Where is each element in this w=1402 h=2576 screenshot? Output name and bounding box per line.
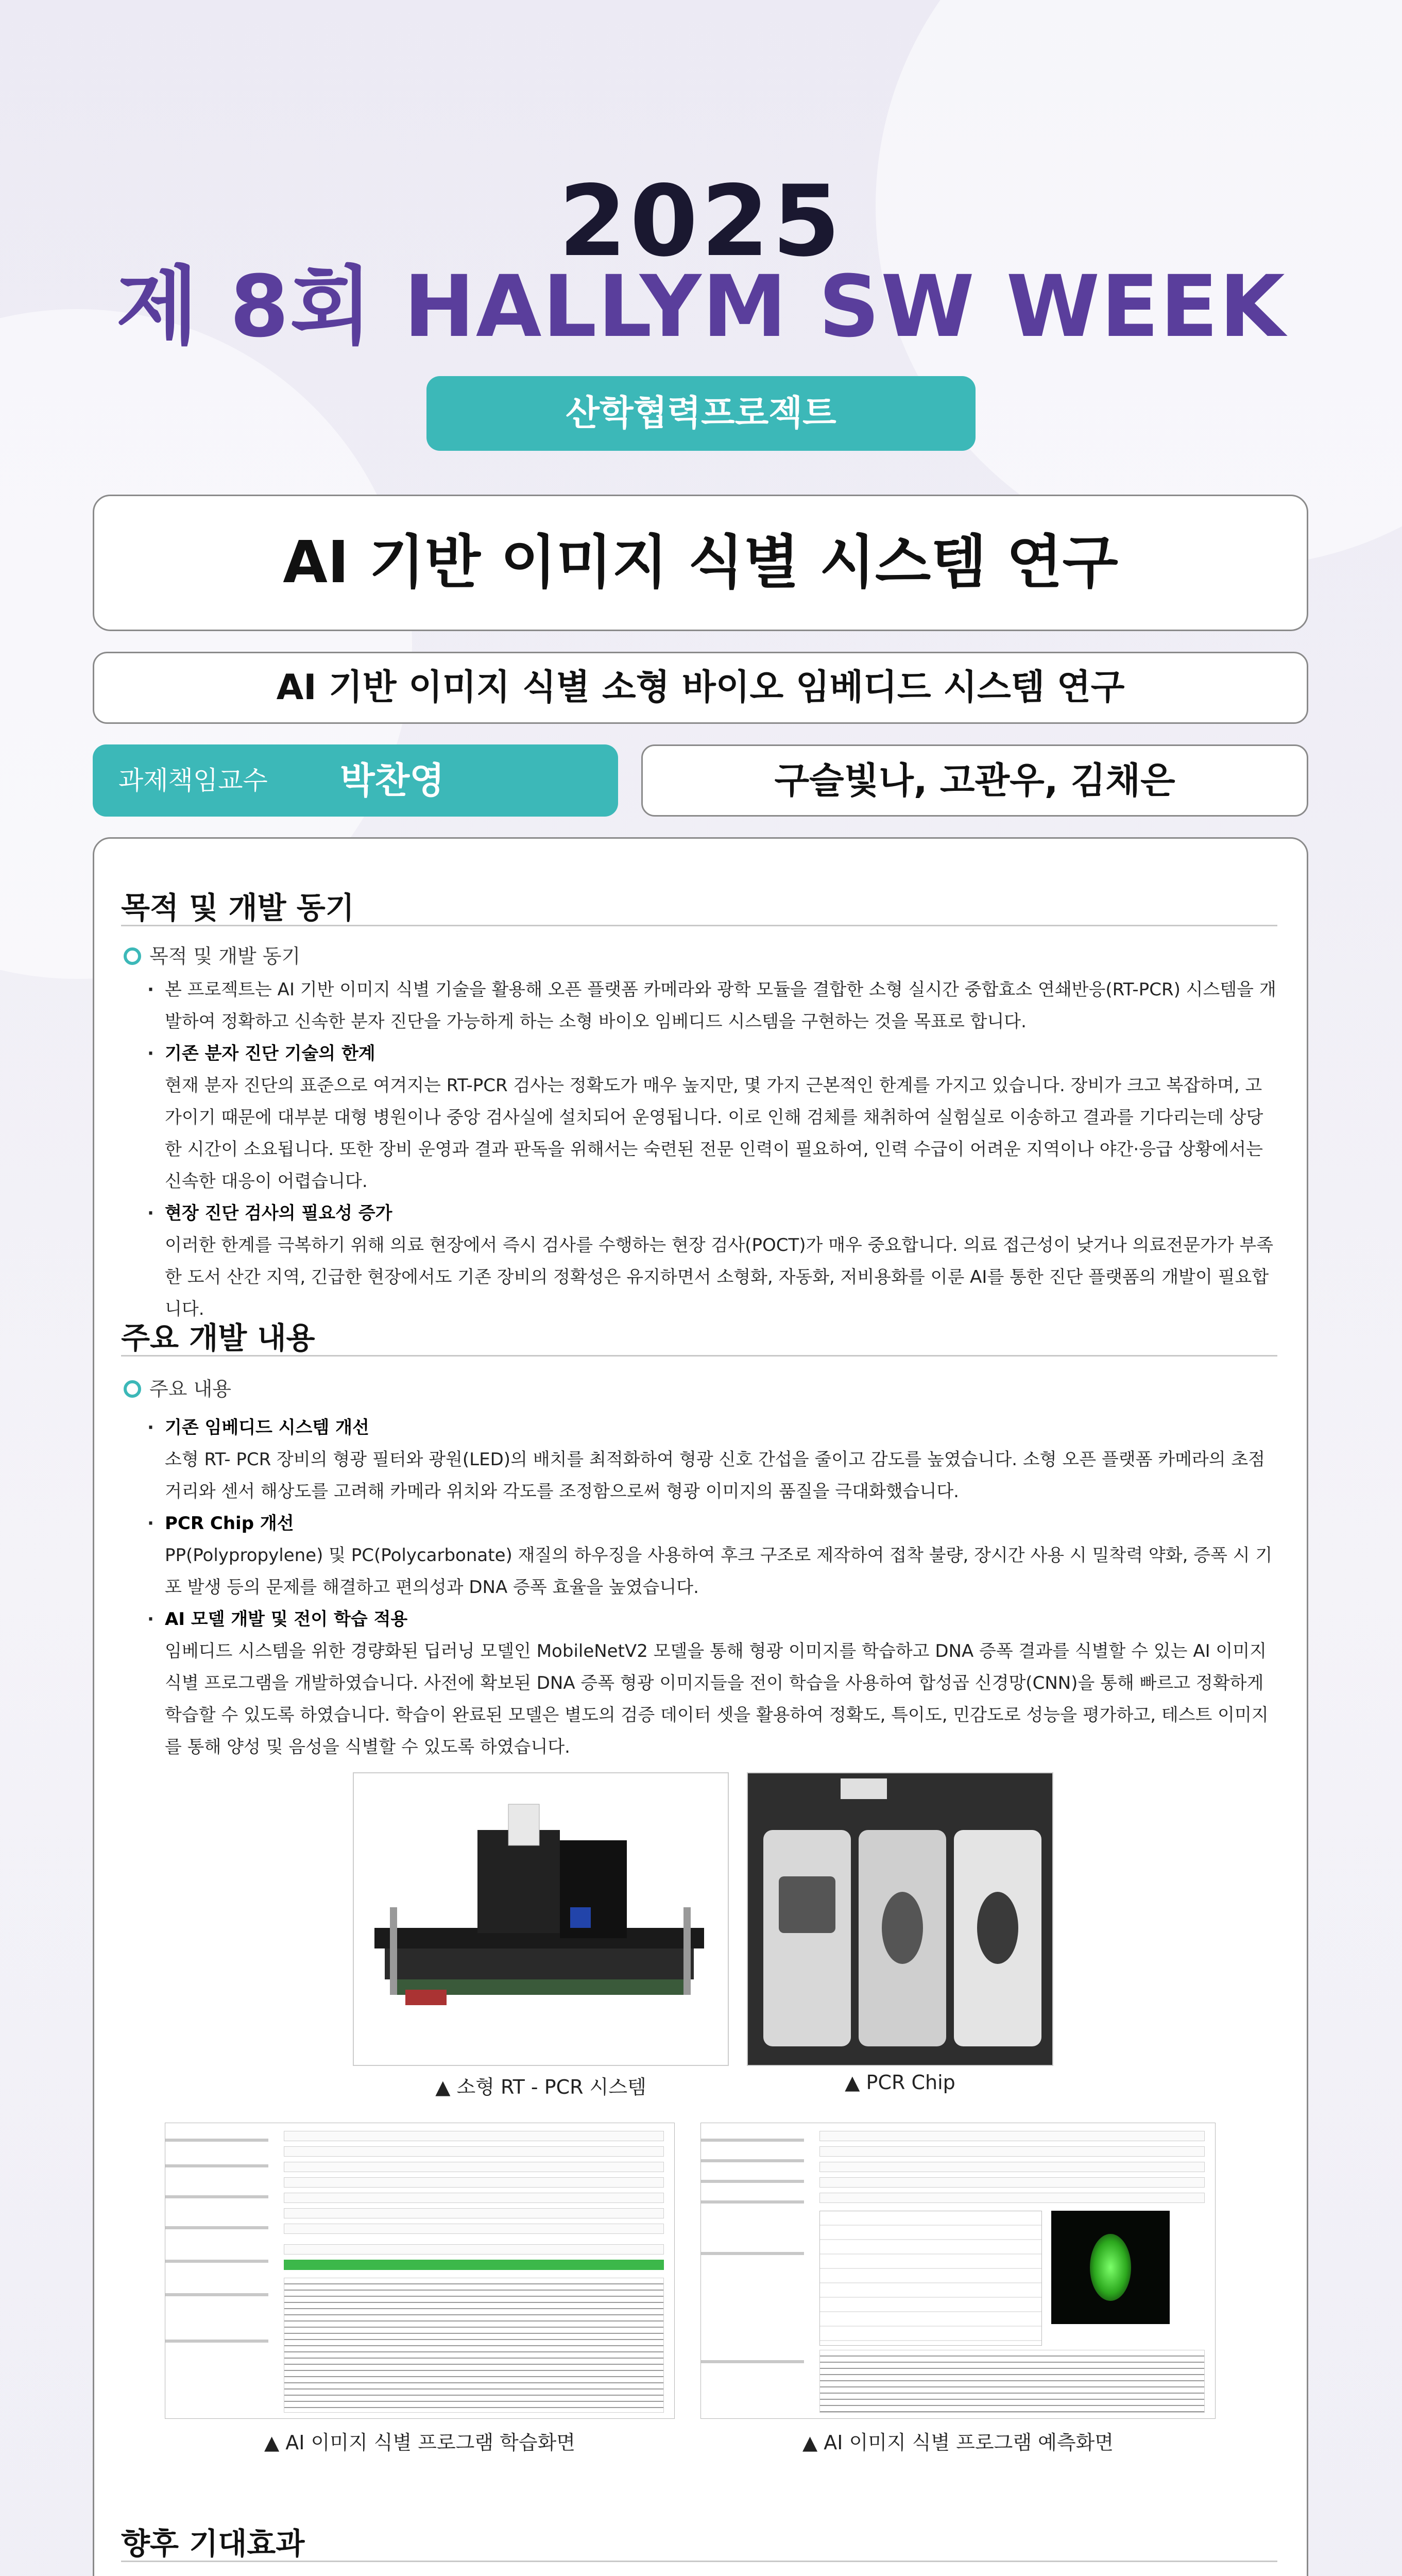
list-item: · AI 모델 개발 및 전이 학습 적용 임베디드 시스템을 위한 경량화된 딥러닝 모델인 MobileNetV2 모델을 통해 형광 이미지를 학습하고 DNA 증폭 결과를 식별할 수 있는 AI 이미지 식별 프로그램을 개발하였습니다. 사전에 확보된 DNA 증폭 형광 이미지들을 전이 학습을 사용하여 합성곱 신경망(CNN)을 통해 빠르고 정확하게 학습할 수 있도록 하였습니다. 학습이 완료된 모델은 별도의 검증 데이터 셋을 활용하여 정확도, 특이도, 민감도로 성능을 평가하고, 테스트 이미지를 통해 양성 및 음성을 식별할 수 있도록 하였습니다.: [144, 1603, 1277, 1763]
rt-pcr-device-photo: [353, 1772, 729, 2066]
section-heading-outcome: 향후 기대효과: [121, 2526, 305, 2561]
development-list: [144, 1412, 1277, 1763]
section-divider: [121, 1355, 1277, 1357]
prediction-screen-image: [700, 2123, 1216, 2419]
team-members: 구슬빛나, 고관우, 김채은: [641, 744, 1308, 817]
device-caption: ▲ 소형 RT - PCR 시스템: [435, 2076, 646, 2098]
section-subheading: 목적 및 개발 동기: [124, 940, 300, 969]
project-title: AI 기반 이미지 식별 시스템 연구: [93, 495, 1308, 631]
event-year: 2025: [558, 164, 844, 278]
prediction-caption: ▲ AI 이미지 식별 프로그램 예측화면: [802, 2431, 1114, 2454]
section-heading-motivation: 목적 및 개발 동기: [121, 890, 354, 925]
list-item: · 현장 진단 검사의 필요성 증가 이러한 한계를 극복하기 위해 의료 현장에서 즉시 검사를 수행하는 현장 검사(POCT)가 매우 중요합니다. 의료 접근성이 낮거나 의료전문가가 부족한 도서 산간 지역, 긴급한 현장에서도 기존 장비의 정확성은 유지하면서 소형화, 자동화, 저비용화를 이룬 AI를 통한 진단 플랫폼의 개발이 필요합니다.: [144, 1197, 1277, 1325]
training-caption: ▲ AI 이미지 식별 프로그램 학습화면: [264, 2431, 576, 2454]
list-item: · 기존 임베디드 시스템 개선 소형 RT- PCR 장비의 형광 필터와 광원(LED)의 배치를 최적화하여 형광 신호 간섭을 줄이고 감도를 높였습니다. 소형 오픈 플랫폼 카메라의 초점 거리와 센서 해상도를 고려해 카메라 위치와 각도를 조정함으로써 형광 이미지의 품질을 극대화했습니다.: [144, 1412, 1277, 1507]
professor-label: 과제책임교수: [118, 766, 268, 795]
section-divider: [121, 925, 1277, 926]
bullet-ring-icon: [124, 1380, 141, 1398]
list-item: · 기존 분자 진단 기술의 한계 현재 분자 진단의 표준으로 여겨지는 RT-PCR 검사는 정확도가 매우 높지만, 몇 가지 근본적인 한계를 가지고 있습니다. 장비가 크고 복잡하며, 고가이기 때문에 대부분 대형 병원이나 중앙 검사실에 설치되어 운영됩니다. 이로 인해 검체를 채취하여 실험실로 이송하고 결과를 기다리는데 상당한 시간이 소요됩니다. 또한 장비 운영과 결과 판독을 위해서는 숙련된 전문 인력이 필요하여, 인력 수급이 어려운 지역이나 야간·응급 상황에서는 신속한 대응이 어렵습니다.: [144, 1038, 1277, 1197]
professor-box: [93, 744, 618, 817]
event-title: 제 8회 HALLYM SW WEEK: [116, 257, 1286, 356]
section-divider: [121, 2561, 1277, 2562]
training-screen-image: [165, 2123, 675, 2419]
section-heading-development: 주요 개발 내용: [121, 1320, 315, 1355]
professor-name: 박찬영: [340, 759, 444, 802]
category-badge: 산학협력프로젝트: [426, 376, 976, 451]
list-item: · PCR Chip 개선 PP(Polypropylene) 및 PC(Polycarbonate) 재질의 하우징을 사용하여 후크 구조로 제작하여 접착 불량, 장시간 사용 시 밀착력 약화, 증폭 시 기포 발생 등의 문제를 해결하고 편의성과 DNA 증폭 효율을 높였습니다.: [144, 1507, 1277, 1603]
section-subheading: 주요 내용: [124, 1373, 231, 1401]
bullet-ring-icon: [124, 947, 141, 965]
project-subtitle: AI 기반 이미지 식별 소형 바이오 임베디드 시스템 연구: [93, 652, 1308, 724]
list-item: · 본 프로젝트는 AI 기반 이미지 식별 기술을 활용해 오픈 플랫폼 카메라와 광학 모듈을 결합한 소형 실시간 중합효소 연쇄반응(RT-PCR) 시스템을 개발하여 정확하고 신속한 분자 진단을 가능하게 하는 소형 바이오 임베디드 시스템을 구현하는 것을 목표로 합니다.: [144, 974, 1277, 1038]
chip-caption: ▲ PCR Chip: [845, 2071, 955, 2094]
motivation-list: [144, 974, 1277, 1325]
pcr-chip-photo: [747, 1772, 1053, 2066]
